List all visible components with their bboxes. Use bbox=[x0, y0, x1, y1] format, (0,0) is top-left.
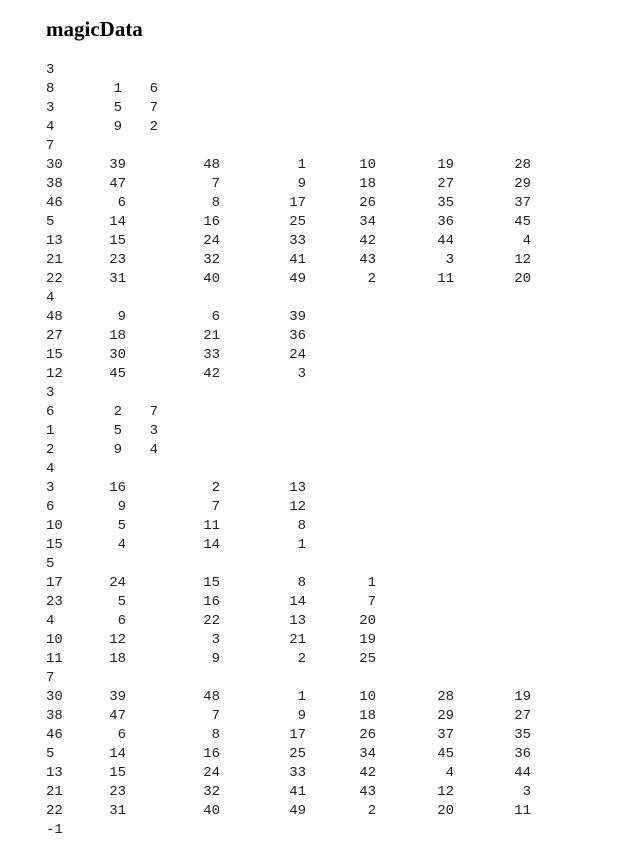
data-value: 4 bbox=[522, 233, 531, 249]
data-value: 34 bbox=[359, 746, 376, 762]
data-value: 21 bbox=[289, 632, 306, 648]
data-value: 9 bbox=[117, 499, 126, 515]
data-line bbox=[0, 365, 619, 384]
data-value: 15 bbox=[203, 575, 220, 591]
data-line bbox=[0, 80, 619, 99]
data-value: 12 bbox=[514, 252, 531, 268]
data-value: 1 bbox=[297, 537, 306, 553]
document-title: magicData bbox=[46, 17, 143, 41]
data-line bbox=[0, 403, 619, 422]
data-value: 18 bbox=[109, 651, 126, 667]
data-value: 14 bbox=[289, 594, 306, 610]
data-value: 9 bbox=[113, 119, 122, 135]
data-value: 23 bbox=[46, 594, 63, 610]
data-value: 20 bbox=[514, 271, 531, 287]
data-value: 2 bbox=[297, 651, 306, 667]
data-value: 5 bbox=[46, 214, 55, 230]
data-value: 42 bbox=[203, 366, 220, 382]
data-line bbox=[0, 726, 619, 745]
data-line bbox=[0, 688, 619, 707]
data-value: 12 bbox=[109, 632, 126, 648]
data-value: 22 bbox=[46, 271, 63, 287]
data-value: 1 bbox=[46, 423, 55, 439]
data-value: 19 bbox=[514, 689, 531, 705]
data-value: 45 bbox=[437, 746, 454, 762]
data-value: 24 bbox=[203, 233, 220, 249]
data-line bbox=[0, 422, 619, 441]
data-line bbox=[0, 99, 619, 118]
data-value: 29 bbox=[437, 708, 454, 724]
data-value: 2 bbox=[367, 271, 376, 287]
size-line bbox=[0, 460, 619, 479]
data-value: 46 bbox=[46, 195, 63, 211]
data-value: 38 bbox=[46, 708, 63, 724]
data-value: 31 bbox=[109, 271, 126, 287]
data-value: 4 bbox=[46, 613, 55, 629]
data-value: 3 bbox=[46, 480, 55, 496]
data-line bbox=[0, 498, 619, 517]
data-value: 26 bbox=[359, 195, 376, 211]
data-value: 19 bbox=[437, 157, 454, 173]
data-value: 41 bbox=[289, 252, 306, 268]
data-line bbox=[0, 517, 619, 536]
data-value: 16 bbox=[109, 480, 126, 496]
data-value: 14 bbox=[109, 214, 126, 230]
data-line bbox=[0, 764, 619, 783]
data-line bbox=[0, 783, 619, 802]
data-value: 6 bbox=[211, 309, 220, 325]
data-value: 3 bbox=[149, 423, 158, 439]
data-value: 30 bbox=[46, 157, 63, 173]
data-value: 7 bbox=[211, 499, 220, 515]
data-value: 12 bbox=[437, 784, 454, 800]
data-value: 18 bbox=[359, 176, 376, 192]
data-value: 43 bbox=[359, 784, 376, 800]
data-value: 49 bbox=[289, 271, 306, 287]
data-value: 27 bbox=[514, 708, 531, 724]
data-value: 24 bbox=[289, 347, 306, 363]
data-value: 27 bbox=[437, 176, 454, 192]
data-value: 17 bbox=[46, 575, 63, 591]
data-line bbox=[0, 308, 619, 327]
data-value: 6 bbox=[117, 727, 126, 743]
size-line bbox=[0, 821, 619, 840]
data-value: 36 bbox=[437, 214, 454, 230]
data-value: 5 bbox=[46, 556, 55, 572]
data-value: 32 bbox=[203, 784, 220, 800]
data-value: 4 bbox=[149, 442, 158, 458]
data-value: 1 bbox=[367, 575, 376, 591]
data-value: 5 bbox=[117, 518, 126, 534]
data-value: 22 bbox=[46, 803, 63, 819]
data-value: 39 bbox=[109, 157, 126, 173]
size-line bbox=[0, 555, 619, 574]
data-value: 16 bbox=[203, 746, 220, 762]
data-value: 3 bbox=[211, 632, 220, 648]
data-value: 5 bbox=[46, 746, 55, 762]
data-line bbox=[0, 346, 619, 365]
data-line bbox=[0, 631, 619, 650]
data-value: 48 bbox=[203, 157, 220, 173]
data-value: 7 bbox=[46, 138, 55, 154]
data-value: 3 bbox=[46, 62, 55, 78]
data-value: 42 bbox=[359, 233, 376, 249]
data-value: 11 bbox=[46, 651, 63, 667]
data-value: 17 bbox=[289, 195, 306, 211]
data-value: 48 bbox=[203, 689, 220, 705]
size-line bbox=[0, 669, 619, 688]
size-line bbox=[0, 384, 619, 403]
data-value: 21 bbox=[46, 784, 63, 800]
data-line bbox=[0, 802, 619, 821]
data-value: 6 bbox=[117, 613, 126, 629]
data-value: 4 bbox=[46, 461, 55, 477]
data-value: 1 bbox=[297, 157, 306, 173]
data-value: 44 bbox=[514, 765, 531, 781]
data-value: 37 bbox=[514, 195, 531, 211]
data-line bbox=[0, 213, 619, 232]
data-line bbox=[0, 479, 619, 498]
data-value: 38 bbox=[46, 176, 63, 192]
data-value: 6 bbox=[46, 404, 55, 420]
data-value: 9 bbox=[113, 442, 122, 458]
data-value: 36 bbox=[289, 328, 306, 344]
data-line bbox=[0, 118, 619, 137]
data-value: 7 bbox=[211, 176, 220, 192]
data-value: 26 bbox=[359, 727, 376, 743]
data-value: 2 bbox=[113, 404, 122, 420]
data-value: 20 bbox=[359, 613, 376, 629]
data-value: 4 bbox=[117, 537, 126, 553]
data-value: 7 bbox=[367, 594, 376, 610]
data-value: 6 bbox=[149, 81, 158, 97]
data-value: 6 bbox=[46, 499, 55, 515]
data-value: 23 bbox=[109, 784, 126, 800]
data-line bbox=[0, 194, 619, 213]
data-value: 33 bbox=[203, 347, 220, 363]
data-line bbox=[0, 327, 619, 346]
data-value: 37 bbox=[437, 727, 454, 743]
data-value: 8 bbox=[211, 727, 220, 743]
data-value: 35 bbox=[514, 727, 531, 743]
data-line bbox=[0, 612, 619, 631]
data-value: 17 bbox=[289, 727, 306, 743]
data-line bbox=[0, 593, 619, 612]
data-line bbox=[0, 536, 619, 555]
data-value: 41 bbox=[289, 784, 306, 800]
data-value: 1 bbox=[297, 689, 306, 705]
data-value: 40 bbox=[203, 803, 220, 819]
data-value: 31 bbox=[109, 803, 126, 819]
data-value: 49 bbox=[289, 803, 306, 819]
data-line bbox=[0, 156, 619, 175]
data-value: 28 bbox=[514, 157, 531, 173]
data-value: 19 bbox=[359, 632, 376, 648]
data-value: 2 bbox=[367, 803, 376, 819]
data-value: -1 bbox=[46, 822, 63, 838]
data-value: 14 bbox=[109, 746, 126, 762]
data-value: 8 bbox=[46, 81, 55, 97]
data-value: 3 bbox=[46, 385, 55, 401]
data-value: 24 bbox=[203, 765, 220, 781]
data-value: 3 bbox=[46, 100, 55, 116]
data-value: 40 bbox=[203, 271, 220, 287]
data-value: 10 bbox=[46, 518, 63, 534]
data-value: 10 bbox=[359, 689, 376, 705]
data-value: 2 bbox=[211, 480, 220, 496]
size-line bbox=[0, 61, 619, 80]
data-value: 44 bbox=[437, 233, 454, 249]
data-value: 15 bbox=[109, 233, 126, 249]
data-value: 47 bbox=[109, 176, 126, 192]
data-value: 25 bbox=[359, 651, 376, 667]
data-value: 36 bbox=[514, 746, 531, 762]
data-value: 3 bbox=[297, 366, 306, 382]
data-value: 3 bbox=[445, 252, 454, 268]
data-value: 45 bbox=[109, 366, 126, 382]
data-line bbox=[0, 232, 619, 251]
data-value: 7 bbox=[149, 404, 158, 420]
data-value: 25 bbox=[289, 214, 306, 230]
data-value: 8 bbox=[297, 518, 306, 534]
data-value: 20 bbox=[437, 803, 454, 819]
data-value: 46 bbox=[46, 727, 63, 743]
data-value: 22 bbox=[203, 613, 220, 629]
data-value: 13 bbox=[46, 233, 63, 249]
data-value: 4 bbox=[46, 119, 55, 135]
data-value: 2 bbox=[46, 442, 55, 458]
data-value: 33 bbox=[289, 233, 306, 249]
data-value: 35 bbox=[437, 195, 454, 211]
data-value: 7 bbox=[46, 670, 55, 686]
size-line bbox=[0, 289, 619, 308]
data-value: 4 bbox=[46, 290, 55, 306]
data-value: 45 bbox=[514, 214, 531, 230]
data-value: 3 bbox=[522, 784, 531, 800]
data-value: 7 bbox=[211, 708, 220, 724]
data-value: 39 bbox=[109, 689, 126, 705]
data-value: 9 bbox=[211, 651, 220, 667]
data-value: 2 bbox=[149, 119, 158, 135]
size-line bbox=[0, 137, 619, 156]
data-value: 24 bbox=[109, 575, 126, 591]
data-value: 32 bbox=[203, 252, 220, 268]
data-value: 10 bbox=[359, 157, 376, 173]
data-line bbox=[0, 251, 619, 270]
data-value: 39 bbox=[289, 309, 306, 325]
data-value: 43 bbox=[359, 252, 376, 268]
data-value: 4 bbox=[445, 765, 454, 781]
data-value: 23 bbox=[109, 252, 126, 268]
data-value: 21 bbox=[46, 252, 63, 268]
data-value: 16 bbox=[203, 214, 220, 230]
data-value: 14 bbox=[203, 537, 220, 553]
data-value: 47 bbox=[109, 708, 126, 724]
data-value: 5 bbox=[113, 423, 122, 439]
data-value: 27 bbox=[46, 328, 63, 344]
data-value: 18 bbox=[109, 328, 126, 344]
data-value: 13 bbox=[289, 480, 306, 496]
data-value: 30 bbox=[46, 689, 63, 705]
data-value: 21 bbox=[203, 328, 220, 344]
data-line bbox=[0, 707, 619, 726]
data-value: 12 bbox=[289, 499, 306, 515]
data-value: 5 bbox=[117, 594, 126, 610]
data-value: 15 bbox=[46, 537, 63, 553]
data-value: 11 bbox=[437, 271, 454, 287]
data-value: 1 bbox=[113, 81, 122, 97]
data-value: 15 bbox=[46, 347, 63, 363]
data-value: 42 bbox=[359, 765, 376, 781]
data-value: 11 bbox=[203, 518, 220, 534]
data-value: 15 bbox=[109, 765, 126, 781]
data-value: 9 bbox=[117, 309, 126, 325]
data-value: 7 bbox=[149, 100, 158, 116]
data-value: 33 bbox=[289, 765, 306, 781]
data-value: 6 bbox=[117, 195, 126, 211]
data-value: 9 bbox=[297, 708, 306, 724]
data-line bbox=[0, 574, 619, 593]
data-line bbox=[0, 175, 619, 194]
data-value: 30 bbox=[109, 347, 126, 363]
data-value: 8 bbox=[297, 575, 306, 591]
data-value: 8 bbox=[211, 195, 220, 211]
data-line bbox=[0, 650, 619, 669]
data-value: 18 bbox=[359, 708, 376, 724]
data-value: 48 bbox=[46, 309, 63, 325]
data-value: 34 bbox=[359, 214, 376, 230]
data-value: 29 bbox=[514, 176, 531, 192]
data-value: 12 bbox=[46, 366, 63, 382]
data-value: 28 bbox=[437, 689, 454, 705]
data-line bbox=[0, 270, 619, 289]
data-value: 10 bbox=[46, 632, 63, 648]
data-value: 11 bbox=[514, 803, 531, 819]
data-value: 9 bbox=[297, 176, 306, 192]
data-line bbox=[0, 745, 619, 764]
data-value: 13 bbox=[289, 613, 306, 629]
data-line bbox=[0, 441, 619, 460]
data-value: 13 bbox=[46, 765, 63, 781]
data-value: 25 bbox=[289, 746, 306, 762]
data-value: 5 bbox=[113, 100, 122, 116]
data-value: 16 bbox=[203, 594, 220, 610]
